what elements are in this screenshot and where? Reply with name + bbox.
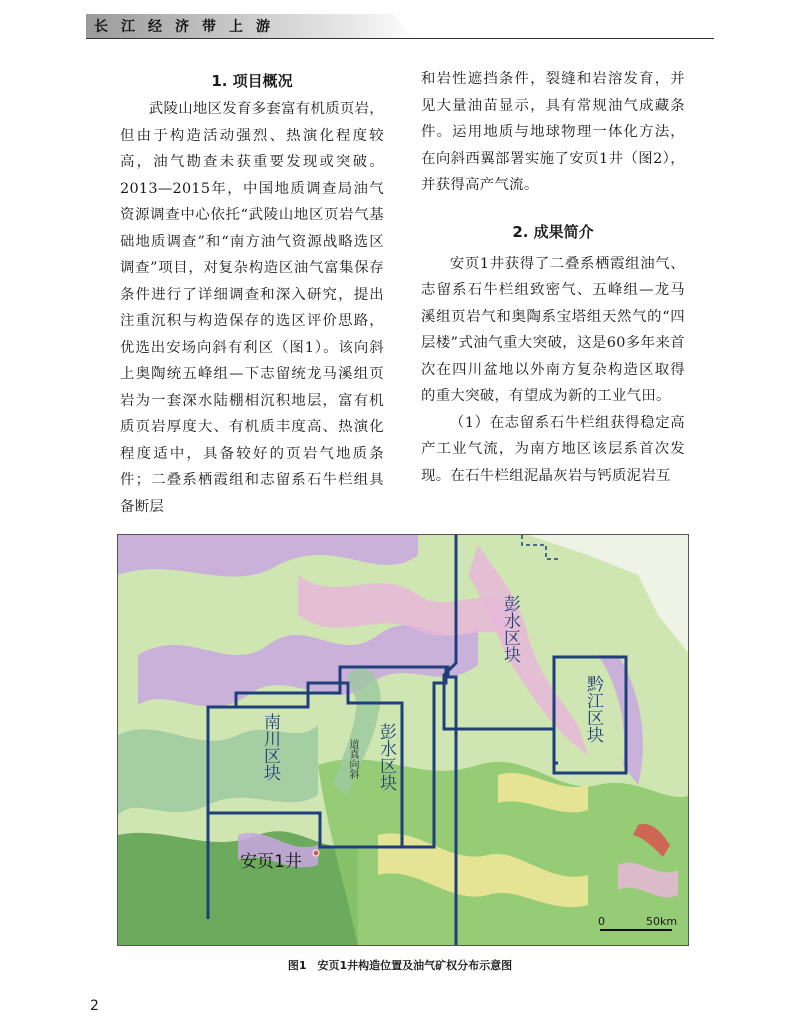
scale-bar bbox=[598, 915, 678, 937]
running-head bbox=[86, 14, 416, 38]
well-marker bbox=[313, 850, 319, 856]
figure-caption: 图1 安页1井构造位置及油气矿权分布示意图 bbox=[287, 959, 513, 972]
header-rule bbox=[86, 38, 714, 39]
results-paragraph-2: （1）在志留系石牛栏组获得稳定高产工业气流，为南方地区该层系首次发现。在石牛栏组泥晶灰岩与钙质泥岩互 bbox=[421, 414, 685, 484]
section-heading-results: 2. 成果简介 bbox=[512, 222, 594, 241]
label-daozhen-syncline: 道真向斜 bbox=[347, 739, 358, 779]
left-column bbox=[120, 66, 384, 520]
label-nanchuan-block: 南川区块 bbox=[260, 713, 280, 781]
results-paragraph-1: 安页1井获得了二叠系栖霞组油气、志留系石牛栏组致密气、五峰组—龙马溪组页岩气和奥陶系宝塔组天然气的“四层楼”式油气重大突破，这是60多年来首次在四川盆地以外南方复杂构造区取得的重大突破，有望成为新的工业气田。 bbox=[421, 255, 685, 404]
section-heading-overview: 1. 项目概况 bbox=[211, 72, 293, 90]
scale-zero: 0 bbox=[598, 915, 605, 928]
label-pengshui-block: 彭水区块 bbox=[376, 723, 396, 791]
running-head-text: 长江经济带上游 bbox=[94, 19, 283, 35]
label-anye1-well: 安页1井 bbox=[240, 852, 302, 872]
label-qianjiang-block: 黔江区块 bbox=[583, 675, 603, 743]
geologic-map-svg bbox=[118, 535, 689, 946]
scale-line bbox=[600, 929, 672, 931]
geologic-map-figure bbox=[117, 534, 689, 946]
overview-continuation: 和岩性遮挡条件，裂缝和岩溶发育，并见大量油苗显示，具有常规油气成藏条件。运用地质与地球物理一体化方法，在向斜西翼部署实施了安页1井（图2），并获得高产气流。 bbox=[421, 71, 685, 193]
overview-paragraph: 武陵山地区发育多套富有机质页岩，但由于构造活动强烈、热演化程度较高，油气勘查未获重要发现或突破。2013—2015年，中国地质调查局油气资源调查中心依托“武陵山地区页岩气基础地质调查”和“南方油气资源战略选区调查”项目，对复杂构造区油气富集保存条件进行了详细调查和深入研究，提出注重沉积与构造保存的选区评价思路，优选出安场向斜有利区（图1）。该向斜上奥陶统五峰组—下志留统龙马溪组页岩为一套深水陆棚相沉积地层，富有机质页岩厚度大、有机质丰度高、热演化程度适中，具备较好的页岩气地质条件；二叠系栖霞组和志留系石牛栏组具备断层 bbox=[120, 101, 384, 515]
right-column bbox=[421, 66, 685, 489]
scale-distance: 50km bbox=[646, 915, 678, 928]
page-number: 2 bbox=[90, 998, 99, 1014]
label-pengshui-block-top: 彭水区块 bbox=[500, 595, 520, 663]
